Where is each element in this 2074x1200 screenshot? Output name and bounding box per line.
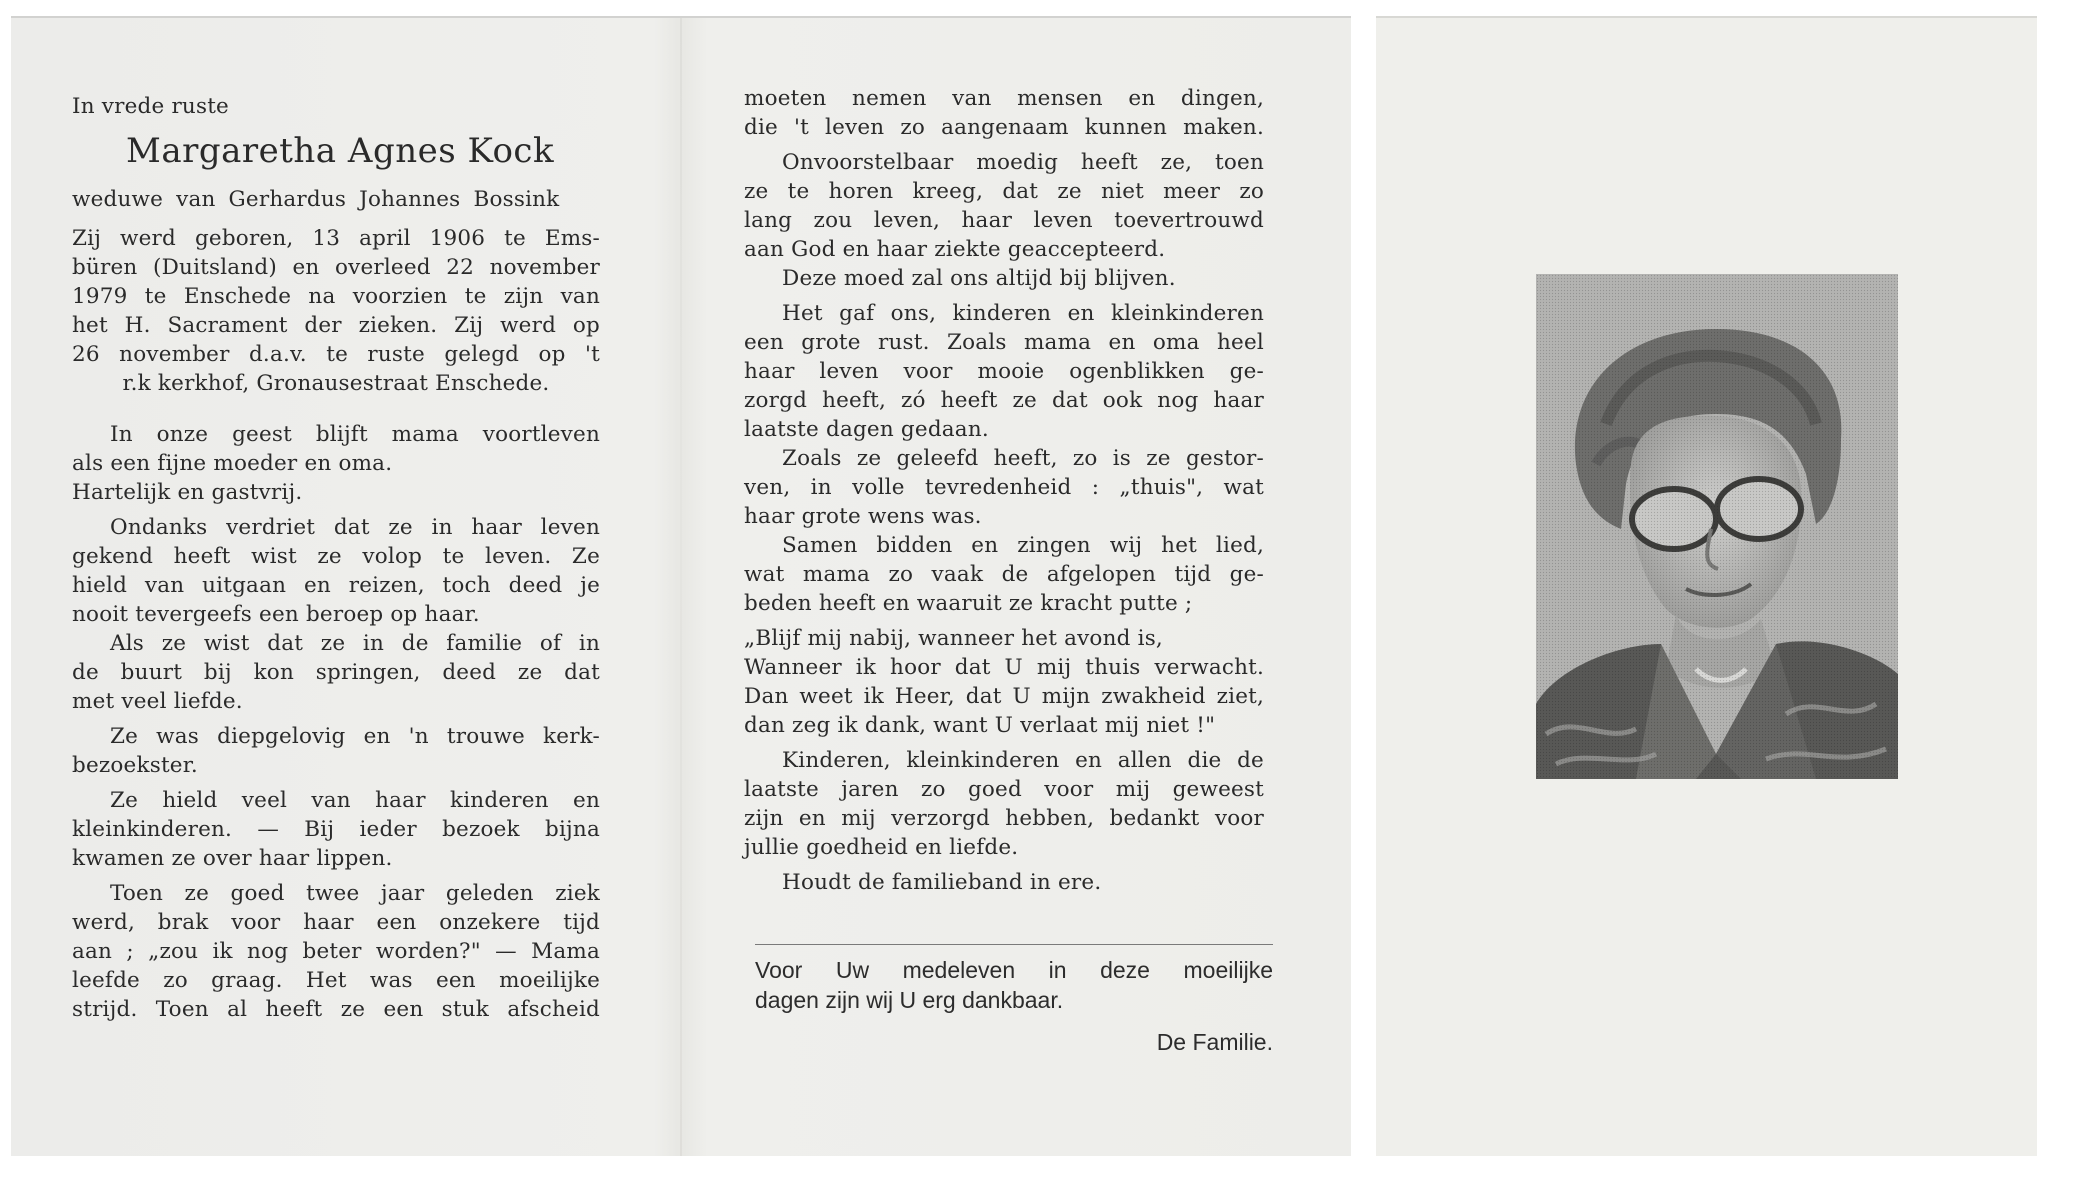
memory-paragraph [72,420,600,507]
family-paragraph [72,786,600,873]
thanks-line-1: Voor Uw medeleven in deze moeilijke [755,957,1273,983]
divider-rule [755,944,1273,945]
text-line: 1979 te Enschede na voorzien te zijn van [72,284,600,309]
text-line: Ze was diepgelovig en 'n trouwe kerk- [110,724,600,749]
text-line: kwamen ze over haar lippen. [72,846,393,871]
text-line: Samen bidden en zingen wij het lied, [782,533,1264,558]
text-line: bezoekster. [72,753,198,778]
text-line: ze te horen kreeg, dat ze niet meer zo [744,179,1264,204]
biography-paragraph [72,224,600,398]
text-line: moeten nemen van mensen en dingen, [744,86,1264,111]
text-line: ven, in volle tevredenheid : „thuis", wat [744,475,1264,500]
text-line: wat mama zo vaak de afgelopen tijd ge- [744,562,1264,587]
text-line: nooit tevergeefs een beroep op haar. [72,602,480,627]
faith-paragraph [72,722,600,780]
text-line: Het gaf ons, kinderen en kleinkinderen [782,301,1264,326]
text-line: r.k kerkhof, Gronausestraat Enschede. [122,371,550,396]
text-line: Toen ze goed twee jaar geleden ziek [110,881,600,906]
text-line: hield van uitgaan en reizen, toch deed je [72,573,600,598]
text-line: lang zou leven, haar leven toevertrouwd [744,208,1264,233]
rest-paragraph [744,299,1264,618]
life-paragraph [72,513,600,716]
text-line: de buurt bij kon springen, deed ze dat [72,660,600,685]
portrait-image-icon [1536,274,1898,779]
text-line: Als ze wist dat ze in de familie of in [110,631,600,656]
text-line: het H. Sacrament der zieken. Zij werd op [72,313,600,338]
text-line: strijd. Toen al heeft ze een stuk afscheid [72,997,600,1022]
text-line: aan ; „zou ik nog beter worden?" — Mama [72,939,600,964]
gratitude-paragraph [744,746,1264,862]
text-line: beden heeft en waaruit ze kracht putte ; [744,591,1193,616]
text-line: dan zeg ik dank, want U verlaat mij niet !" [744,713,1216,738]
text-line: gekend heeft wist ze volop te leven. Ze [72,544,600,569]
text-line: Zij werd geboren, 13 april 1906 te Ems- [72,226,600,251]
text-line: Wanneer ik hoor dat U mij thuis verwacht. [744,655,1264,680]
text-line: een grote rust. Zoals mama en oma heel [744,330,1264,355]
text-line: „Blijf mij nabij, wanneer het avond is, [744,626,1163,651]
text-line: Hartelijk en gastvrij. [72,480,303,505]
text-line: zorgd heeft, zó heeft ze dat ook nog haar [744,388,1264,413]
text-line: Kinderen, kleinkinderen en allen die de [782,748,1264,773]
farewell-continuation [744,84,1264,142]
text-line: haar grote wens was. [744,504,982,529]
text-line: die 't leven zo aangenaam kunnen maken. [744,115,1264,140]
text-line: Dan weet ik Heer, dat U mijn zwakheid ziet, [744,684,1264,709]
text-line: Ze hield veel van haar kinderen en [110,788,600,813]
text-line: Onvoorstelbaar moedig heeft ze, toen [782,150,1264,175]
thanks-line-2: dagen zijn wij U erg dankbaar. [755,987,1064,1013]
text-line: Ondanks verdriet dat ze in haar leven [110,515,600,540]
text-line: Zoals ze geleefd heeft, zo is ze gestor- [782,446,1264,471]
widow-of-line: weduwe van Gerhardus Johannes Bossink [72,187,560,212]
illness-paragraph [72,879,600,1024]
text-line: laatste dagen gedaan. [744,417,989,442]
text-line: als een fijne moeder en oma. [72,451,393,476]
text-line: met veel liefde. [72,689,243,714]
family-bond-line [744,868,1264,897]
card-fold-line [680,18,682,1156]
text-line: aan God en haar ziekte geaccepteerd. [744,237,1166,262]
text-line: jullie goedheid en liefde. [744,835,1019,860]
text-line: büren (Duitsland) en overleed 22 november [72,255,600,280]
hymn-quote [744,624,1264,740]
family-signature: De Familie. [1156,1029,1273,1055]
text-line: kleinkinderen. — Bij ieder bezoek bijna [72,817,600,842]
portrait-photo [1536,274,1898,779]
text-line: In onze geest blijft mama voortleven [110,422,600,447]
left-text-column [72,92,600,1030]
text-line: leefde zo graag. Het was een moeilijke [72,968,600,993]
text-line: werd, brak voor haar een onzekere tijd [72,910,600,935]
middle-text-column [744,84,1264,903]
thank-you-note [755,955,1273,1057]
text-line: Deze moed zal ons altijd bij blijven. [782,266,1176,291]
text-line: Houdt de familieband in ere. [782,870,1102,895]
rest-in-peace-heading: In vrede ruste [72,94,229,119]
courage-paragraph [744,148,1264,293]
text-line: zijn en mij verzorgd hebben, bedankt voor [744,806,1264,831]
text-line: haar leven voor mooie ogenblikken ge- [744,359,1264,384]
text-line: 26 november d.a.v. te ruste gelegd op 't [72,342,600,367]
deceased-name: Margaretha Agnes Kock [126,131,555,171]
text-line: laatste jaren zo goed voor mij geweest [744,777,1264,802]
